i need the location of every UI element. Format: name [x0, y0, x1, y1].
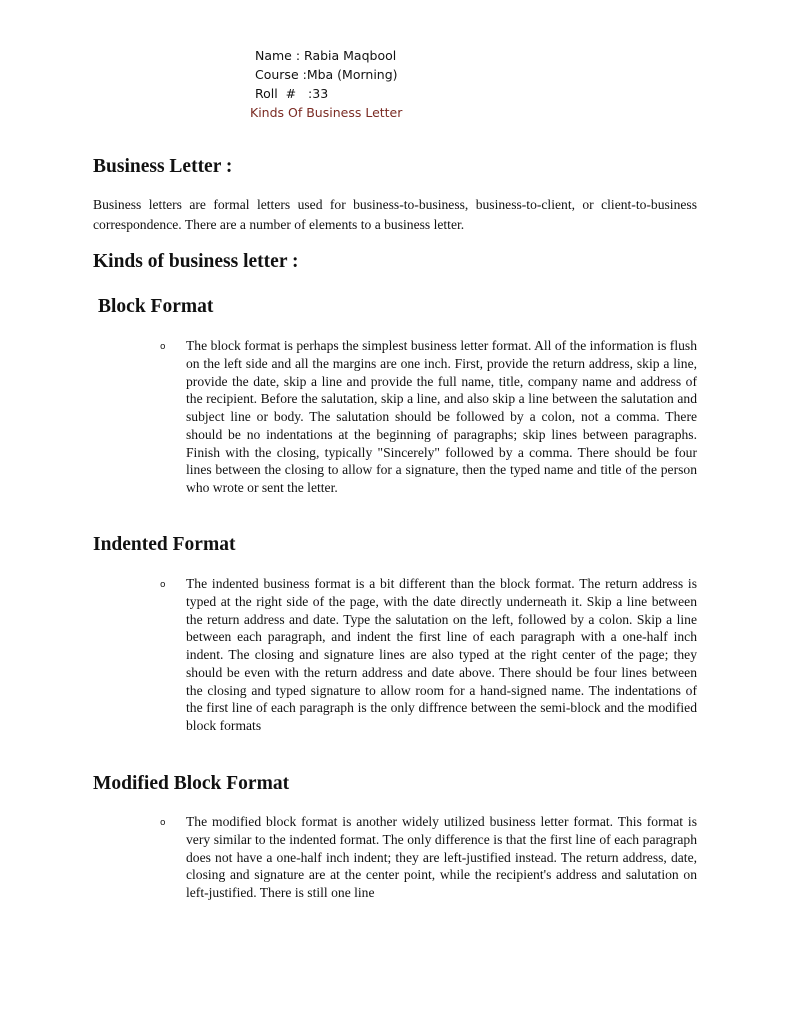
document-subtitle: Kinds Of Business Letter: [250, 105, 403, 120]
indented-format-description: The indented business format is a bit different than the block format. The return address is typed at the right side of the page, with the date directly underneath it. Skip a line between the return address and date. Type the salutation on the left, followed by a colon. Skip a line between each paragraph, and indent the first line of each paragraph with a one-half inch indent. The closing and signature lines are also typed at the right center of the page; they should be even with the return address and date above. There should be four lines between the closing and typed signature to allow room for a hand-signed name. The indentations of the first line of each paragraph is the only diffrence between the semi-block and the modified block formats: [186, 576, 697, 733]
business-letter-definition: Business letters are formal letters used for business-to-business, business-to-client, or client-to-business correspondence. There are a number of elements to a business letter.: [93, 197, 697, 232]
modified-block-format-description: The modified block format is another widely utilized business letter format. This format is very similar to the indented format. The only difference is that the first line of each paragraph does not have a one-half inch indent; they are left-justified instead. The return address, date, closing and signature are at the center point, while the recipient's address and salutation on left-justified. There is still one line: [186, 814, 697, 900]
author-name: Name : Rabia Maqbool: [255, 48, 397, 63]
indented-format-heading: Indented Format: [93, 534, 236, 555]
block-format-heading: Block Format: [98, 296, 214, 317]
bullet-circle-icon: o: [160, 342, 166, 352]
business-letter-heading: Business Letter :: [93, 156, 233, 177]
kinds-heading: Kinds of business letter :: [93, 251, 299, 272]
author-course: Course :Mba (Morning): [255, 67, 398, 82]
bullet-circle-icon: o: [160, 580, 166, 590]
bullet-circle-icon: o: [160, 818, 166, 828]
author-header: [250, 46, 402, 122]
block-format-description: The block format is perhaps the simplest business letter format. All of the information is flush on the left side and all the margins are one inch. First, provide the return address, skip a line, provide the date, skip a line and provide the full name, title, company name and address of the recipient. Before the salutation, skip a line, and also skip a line between the salutation and subject line or body. The salutation should be followed by a colon, not a comma. There should be no indentations at the beginning of paragraphs; skip lines between paragraphs. Finish with the closing, typically "Sincerely" followed by a comma. There should be four lines between the closing to allow for a signature, then the typed name and title of the person who wrote or sent the letter.: [186, 338, 697, 495]
author-roll-number: Roll # :33: [255, 86, 329, 101]
modified-block-format-heading: Modified Block Format: [93, 773, 290, 794]
